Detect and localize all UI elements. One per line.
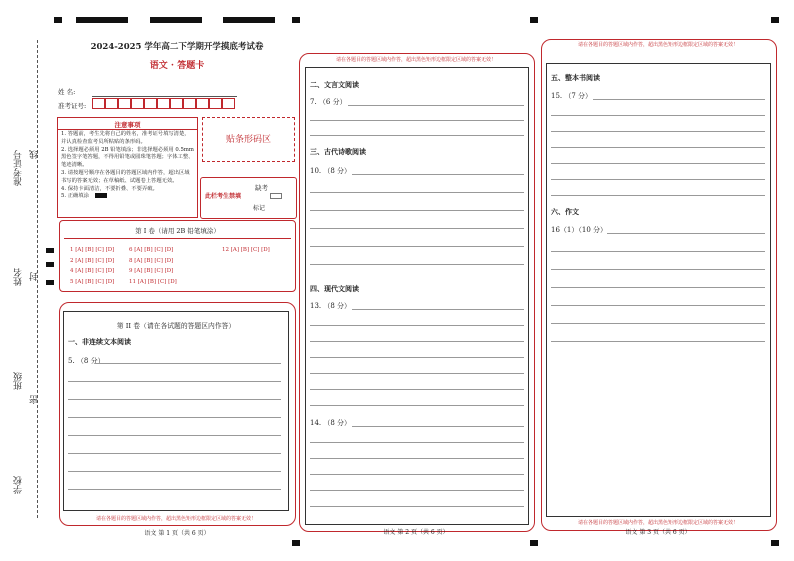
mcq-answer-q8[interactable]: 8 [A] [B] [C] [D] [129, 257, 174, 264]
side-label-seal: 封 [30, 272, 40, 281]
registration-mark [530, 540, 538, 546]
registration-mark [292, 540, 300, 546]
answer-line[interactable] [68, 399, 281, 400]
page3-inner-box [546, 63, 771, 517]
page-title: 2024-2025 学年高二下学期开学摸底考试卷 [90, 42, 264, 52]
part1-box [59, 220, 296, 292]
answer-line[interactable] [310, 341, 524, 342]
section-heading: 四、现代文阅读 [310, 284, 359, 293]
page-footer: 语文 第 1 页（共 6 页） [144, 530, 210, 537]
part1-title: 第 I 卷（请用 2B 铅笔填涂） [135, 227, 220, 235]
mark-label: 标记 [253, 205, 266, 212]
answer-line[interactable] [551, 305, 765, 306]
mcq-answer-q9[interactable]: 9 [A] [B] [C] [D] [129, 268, 174, 274]
warning-text: 请在各题目的答题区域内作答，超出黑色矩形边框限定区域的答案无效！ [95, 516, 256, 522]
answer-line[interactable] [551, 147, 765, 148]
warning-text: 请在各题目的答题区域内作答，超出黑色矩形边框限定区域的答案无效！ [577, 42, 738, 48]
registration-mark [46, 248, 54, 253]
answer-line[interactable] [551, 323, 765, 324]
mcq-answer-q5[interactable]: 5 [A] [B] [C] [D] [70, 278, 115, 285]
answer-line[interactable] [310, 458, 524, 459]
answer-line[interactable] [551, 163, 765, 164]
side-label-name: 姓名 [14, 268, 24, 286]
answer-line[interactable] [551, 251, 765, 252]
mcq-answer-q4[interactable]: 4 [A] [B] [C] [D] [70, 268, 115, 274]
mcq-answer-q12[interactable]: 12 [A] [B] [C] [D] [222, 247, 270, 253]
absent-forbidden-label: 此栏考生禁填 [205, 193, 242, 200]
question-label: 15. （7 分） [551, 92, 593, 100]
answer-line[interactable] [551, 195, 765, 196]
answer-line[interactable] [310, 442, 524, 443]
side-label-id: 准考证号 [14, 150, 24, 186]
registration-mark [76, 17, 128, 23]
answer-line[interactable] [607, 233, 765, 234]
answer-line[interactable] [310, 506, 524, 507]
warning-text: 请在各题目的答题区域内作答，超出黑色矩形边框限定区域的答案无效！ [335, 57, 496, 63]
side-label-class: 班级 [14, 372, 24, 390]
answer-line[interactable] [68, 489, 281, 490]
registration-mark [46, 262, 54, 267]
page-footer: 语文 第 2 页（共 6 页） [383, 529, 449, 536]
answer-line[interactable] [310, 325, 524, 326]
answer-line[interactable] [352, 309, 524, 310]
answer-line[interactable] [310, 357, 524, 358]
barcode-label: 贴条形码区 [225, 135, 271, 145]
registration-mark [150, 17, 202, 23]
notes-item: 2. 选择题必须用 2B 铅笔填涂；非选择题必须用 0.5mm 黑色签字笔答题，不得用铅笔或圆珠笔答题；字体工整、笔迹清晰。 [61, 146, 194, 169]
part2-title: 第 II 卷（请在各试题的答题区内作答） [116, 322, 236, 330]
answer-line[interactable] [593, 99, 765, 100]
notes-item: 4. 保持卡面清洁，不要折叠、不要弄破。 [61, 185, 158, 192]
name-label: 姓 名: [58, 88, 76, 96]
id-boxes[interactable] [92, 98, 237, 109]
page2-inner-box [305, 67, 529, 525]
answer-line[interactable] [348, 105, 524, 106]
registration-mark [771, 17, 779, 23]
answer-line[interactable] [310, 264, 524, 265]
section-heading: 三、古代诗歌阅读 [310, 147, 366, 156]
answer-line[interactable] [310, 405, 524, 406]
mcq-answer-q11[interactable]: 11 [A] [B] [C] [D] [129, 278, 177, 285]
mcq-answer-q2[interactable]: 2 [A] [B] [C] [D] [70, 257, 115, 264]
answer-line[interactable] [310, 373, 524, 374]
answer-line[interactable] [551, 131, 765, 132]
section-heading: 六、作文 [551, 207, 579, 216]
registration-mark [292, 17, 300, 23]
question-label: 7. （6 分） [310, 98, 347, 106]
section-heading: 二、文言文阅读 [310, 80, 359, 89]
section-heading: 五、整本书阅读 [551, 73, 600, 82]
answer-line[interactable] [96, 363, 281, 364]
answer-line[interactable] [68, 381, 281, 382]
answer-line[interactable] [551, 287, 765, 288]
absent-label: 缺考 [255, 184, 268, 192]
answer-line[interactable] [310, 474, 524, 475]
id-label: 准考证号: [58, 102, 87, 110]
registration-mark [771, 540, 779, 546]
name-field[interactable] [92, 96, 237, 97]
answer-line[interactable] [68, 471, 281, 472]
answer-line[interactable] [68, 453, 281, 454]
answer-line[interactable] [310, 246, 524, 247]
answer-line[interactable] [551, 269, 765, 270]
warning-text: 请在各题目的答题区域内作答，超出黑色矩形边框限定区域的答案无效！ [577, 520, 738, 526]
answer-line[interactable] [551, 341, 765, 342]
answer-line[interactable] [352, 174, 524, 175]
mcq-answer-q6[interactable]: 6 [A] [B] [C] [D] [129, 247, 174, 253]
question-label: 13. （8 分） [310, 302, 352, 310]
filled-bubble-example [95, 193, 107, 198]
registration-mark [223, 17, 275, 23]
registration-mark [46, 280, 54, 285]
mcq-answer-q1[interactable]: 1 [A] [B] [C] [D] [70, 247, 115, 253]
absent-checkbox[interactable] [270, 193, 282, 199]
part2-inner-box [63, 311, 289, 511]
section-heading: 一、非连续文本阅读 [68, 337, 131, 346]
question-label: 5. （8 分） [68, 357, 105, 365]
answer-line[interactable] [310, 192, 524, 193]
answer-line[interactable] [310, 228, 524, 229]
barcode-area [202, 117, 295, 162]
answer-line[interactable] [310, 389, 524, 390]
registration-mark [54, 17, 62, 23]
answer-line[interactable] [551, 179, 765, 180]
answer-line[interactable] [352, 426, 524, 427]
page-footer: 语文 第 3 页（共 6 页） [625, 529, 691, 536]
notes-item: 1. 答题前，考生先将自己的姓名，准考证号填写清楚，并认真检查监考员所粘贴的条形码。 [61, 131, 190, 145]
answer-line[interactable] [68, 435, 281, 436]
answer-line[interactable] [310, 490, 524, 491]
notes-item: 5. 正确填涂 [61, 193, 194, 201]
absent-box [200, 177, 297, 219]
notes-item: 3. 请按题号顺序在各题目的答题区域内作答，超出区域书写的答案无效；在草稿纸、试题卷上答题无效。 [61, 169, 190, 184]
page-subtitle: 语文 · 答题卡 [149, 61, 205, 71]
registration-mark [530, 17, 538, 23]
answer-line[interactable] [68, 417, 281, 418]
question-label: 10. （8 分） [310, 167, 352, 175]
question-label: 14. （8 分） [310, 419, 352, 427]
answer-line[interactable] [551, 115, 765, 116]
answer-line[interactable] [310, 210, 524, 211]
side-label-secret: 密 [30, 395, 40, 404]
notes-title: 注意事项 [114, 121, 141, 129]
answer-line[interactable] [310, 135, 524, 136]
question-label: 16（1）（10 分） [551, 226, 607, 234]
side-label-school: 学校 [14, 476, 24, 494]
notes-box [57, 117, 198, 218]
side-label-line: 线 [30, 150, 40, 159]
answer-line[interactable] [310, 120, 524, 121]
